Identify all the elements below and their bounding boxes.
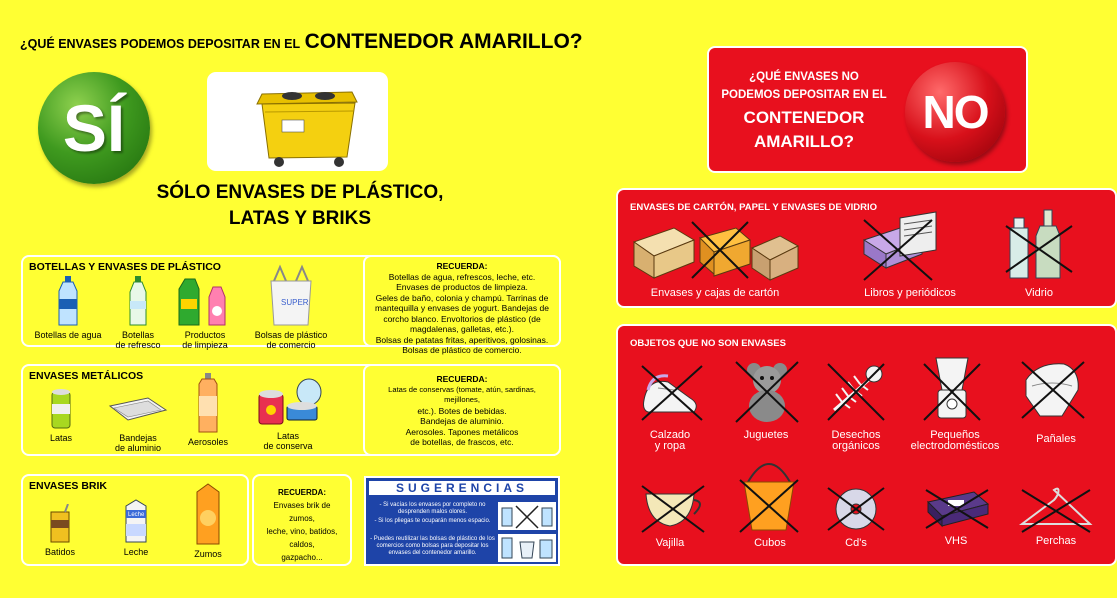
plastic-item-bags [251,263,331,350]
metal-recuerda-title: RECUERDA: [436,374,488,384]
brik-item-label-2: Leche [123,547,149,557]
plastic-bag-icon [266,263,316,327]
no-question-line2: PODEMOS DEPOSITAR EN EL [721,89,887,101]
no-question-small [719,68,889,104]
objetos-title: OBJETOS QUE NO SON ENVASES [630,338,786,349]
sugerencias-illustration-icon [498,502,556,562]
objetos-item-6 [632,538,708,549]
plastic-item-label-4a: Bolsas de plástico [254,330,328,340]
objetos-card [616,324,1117,566]
metal-item-trays [103,394,173,453]
plastic-title: BOTELLAS Y ENVASES DE PLÁSTICO [29,261,221,273]
plastic-recuerda-line: Bolsas de patatas fritas, aperitivos, golosinas. [375,334,549,345]
objetos-item-3-l1: Desechos [831,429,881,441]
vhs-icon [922,486,992,530]
metal-recuerda-line: Aerosoles. Tapones metálicos [405,426,519,437]
yellow-bin-icon [207,72,388,171]
objetos-item-6-l1: Vajilla [655,537,685,549]
aerosol-icon [197,372,219,434]
brik-item-milk [111,498,161,557]
plastic-item-label-2a: Botellas [121,330,155,340]
headline [110,180,490,232]
metal-item-label-4a: Latas [276,431,300,441]
yellow-bin-image [207,72,388,171]
brik-recuerda-line: Envases brik de zumos, [273,501,331,523]
diapers-icon [1018,356,1088,424]
brik-recuerda-line: caldos, [289,540,315,549]
metal-item-aerosols [181,372,235,447]
no-badge [905,62,1005,162]
objetos-item-4-l1: Pequeños [930,429,980,441]
metal-title: ENVASES METÁLICOS [29,370,144,382]
brik-title: ENVASES BRIK [29,480,107,492]
carton-item-label-2: Libros y periódicos [864,287,956,299]
no-question-line1: ¿QUÉ ENVASES NO [749,71,859,83]
objetos-item-1 [632,430,708,452]
si-badge [38,72,150,184]
metal-item-label-3: Aerosoles [187,437,229,447]
plastic-recuerda-line: Bolsas de plástico de comercio. [402,345,522,355]
blender-icon [920,354,984,424]
plastic-recuerda-title: RECUERDA: [436,261,488,271]
page-title [20,30,583,54]
carton-title: ENVASES DE CARTÓN, PAPEL Y ENVASES DE VIDRIO [630,202,878,213]
cd-icon [824,484,888,534]
metal-item-label-2b: de aluminio [114,443,162,453]
objetos-item-1-l2: y ropa [654,440,686,452]
sugerencias-box [364,476,560,566]
bag-logo: SUPER [281,298,309,307]
plastic-recuerda-line: Envases de productos de limpieza. [396,282,528,292]
cup-icon [638,482,708,534]
metal-recuerda-line: de botellas, de frascos, etc. [410,437,514,447]
carton-item-label-3: Vidrio [1025,287,1053,299]
juice-carton-icon [191,482,225,546]
books-newspapers-icon [860,210,940,282]
objetos-item-8 [818,538,894,549]
bucket-icon [736,450,802,534]
metal-recuerda-line: Bandejas de aluminio. [420,416,504,426]
water-bottle-icon [53,275,83,327]
objetos-item-9 [918,536,994,547]
objetos-item-5 [1018,434,1094,445]
plastic-item-label-1: Botellas de agua [34,330,102,340]
plastic-recuerda [363,255,561,355]
plastic-recuerda-line: corcho blanco. Envoltorios de plástico (de [383,313,541,324]
objetos-item-4-l2: electrodomésticos [910,440,1000,452]
carton-boxes-icon [630,218,800,282]
brik-item-label-1: Batidos [44,547,76,557]
milk-logo: Leche [128,512,145,518]
si-label: SÍ [62,91,126,165]
brik-card [21,474,249,566]
objetos-item-2-l1: Juguetes [743,429,789,441]
food-can-icon [253,376,325,428]
objetos-item-1-l1: Calzado [649,429,691,441]
metal-recuerda-line: etc.). Botes de bebidas. [417,405,507,416]
cleaning-products-icon [175,275,235,327]
aluminium-tray-icon [108,394,168,430]
objetos-item-4 [900,430,1010,452]
plastic-item-label-2b: de refresco [115,340,161,350]
objetos-item-8-l1: Cd's [845,537,867,549]
teddy-bear-icon [732,356,802,426]
sugerencias-title: SUGERENCIAS [368,480,556,496]
plastic-item-water [33,275,103,340]
objetos-item-7-l1: Cubos [754,537,786,549]
plastic-recuerda-line: Geles de baño, colonia y champú. Tarrinas de [375,292,549,303]
sugerencias-tip-3: - Puedes reutilizar las bolsas de plástico de los comercios como bolsas para depositar los envases del contenedor amarillo. [370,536,495,556]
plastic-item-soda [108,275,168,350]
metal-item-preserves [253,376,323,451]
brik-item-juice [183,482,233,559]
metal-item-label-1: Latas [49,433,73,443]
headline-line2: LATAS Y BRIKS [228,208,372,229]
objetos-item-10-l1: Perchas [1035,535,1077,547]
sugerencias-tip-1: - Si vacías los envases por completo no desprenden malos olores. [379,502,486,515]
plastic-recuerda-line: mantequilla y envases de yogurt. Bandejas de [375,303,549,313]
title-question-small: ¿QUÉ ENVASES PODEMOS DEPOSITAR EN EL [20,37,301,51]
brik-item-label-3: Zumos [194,549,222,559]
glass-bottles-icon [1004,208,1074,282]
no-panel [707,46,1028,173]
title-question-big: CONTENEDOR AMARILLO? [304,30,583,53]
metal-item-label-2a: Bandejas [119,433,157,443]
no-label: NO [922,86,988,138]
milk-carton-icon [120,498,152,544]
headline-line1: SÓLO ENVASES DE PLÁSTICO, [156,182,444,203]
objetos-item-9-l1: VHS [944,535,968,547]
can-icon [49,388,73,430]
no-question-big-line2: AMARILLO? [753,132,855,151]
objetos-item-7 [728,538,812,549]
objetos-item-10 [1018,536,1094,547]
objetos-item-3-l2: orgánicos [832,440,880,452]
brik-recuerda-title: RECUERDA: [278,488,326,497]
plastic-recuerda-line: Botellas de agua, refrescos, leche, etc. [388,271,536,282]
shake-carton-icon [48,504,72,544]
shoes-clothes-icon [638,360,706,424]
fish-bones-icon [824,358,888,424]
soda-bottle-icon [126,275,150,327]
brik-item-shakes [35,504,85,557]
plastic-item-label-3b: de limpieza [182,340,228,350]
plastic-recuerda-line: magdalenas, galletas, etc.). [410,324,514,334]
carton-item-label-1: Envases y cajas de cartón [650,287,780,299]
metal-recuerda-line: Latas de conservas (tomate, atún, sardinas, mejillones, [388,384,536,404]
plastic-item-label-4b: de comercio [266,340,316,350]
brik-recuerda [252,474,352,566]
objetos-item-3 [814,430,898,452]
plastic-item-label-3a: Productos [184,330,226,340]
brik-recuerda-line: gazpacho... [281,553,323,562]
brik-recuerda-line: leche, vino, batidos, [266,527,338,536]
metal-item-cans [31,388,91,443]
carton-card [616,188,1117,308]
metal-recuerda [363,364,561,456]
hanger-icon [1018,484,1094,534]
no-question-big [719,106,889,154]
no-question-big-line1: CONTENEDOR [743,108,865,127]
sugerencias-tip-2: - Si los pliegas te ocuparán menos espacio. [374,518,491,524]
objetos-item-5-l1: Pañales [1036,433,1076,445]
metal-item-label-4b: de conserva [263,441,313,451]
objetos-item-2 [728,430,804,441]
plastic-item-cleaning [173,275,237,350]
